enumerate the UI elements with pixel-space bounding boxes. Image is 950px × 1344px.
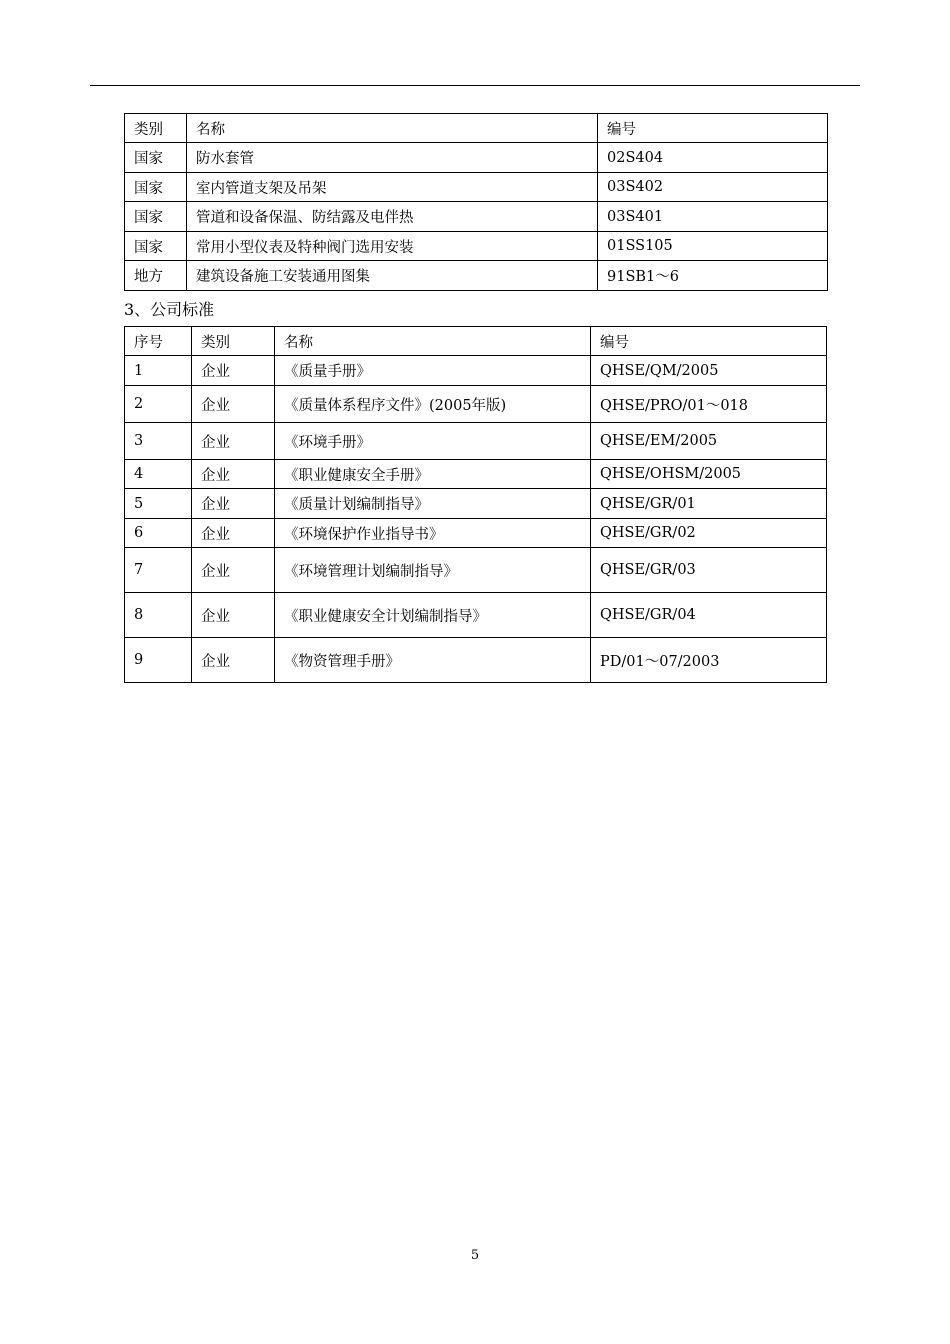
- table-cell: 企业: [192, 638, 275, 683]
- table-header-cell: 编号: [598, 114, 828, 143]
- table-cell: 企业: [192, 593, 275, 638]
- table-header-cell: 名称: [187, 114, 598, 143]
- table-header-cell: 类别: [125, 114, 187, 143]
- table-cell: 5: [125, 489, 192, 519]
- table-row: [125, 202, 828, 232]
- table-cell: 9: [125, 638, 192, 683]
- table-row: [125, 423, 827, 460]
- table-cell: 3: [125, 423, 192, 460]
- table-header-cell: 编号: [591, 327, 827, 356]
- table-row: [125, 489, 827, 519]
- table-row: [125, 261, 828, 291]
- table-cell: QHSE/QM/2005: [591, 356, 827, 386]
- table-cell: 防水套管: [187, 143, 598, 173]
- table-cell: QHSE/GR/04: [591, 593, 827, 638]
- table-header-cell: 名称: [275, 327, 591, 356]
- table-row: [125, 519, 827, 548]
- table-cell: PD/01～07/2003: [591, 638, 827, 683]
- table-cell: QHSE/OHSM/2005: [591, 460, 827, 489]
- table-cell: 《职业健康安全计划编制指导》: [275, 593, 591, 638]
- table-cell: QHSE/PRO/01～018: [591, 386, 827, 423]
- page-number: 5: [470, 1248, 480, 1263]
- table-row: [125, 173, 828, 202]
- table-cell: QHSE/GR/02: [591, 519, 827, 548]
- table-cell: 02S404: [598, 143, 828, 173]
- table-cell: 企业: [192, 489, 275, 519]
- table-cell: 地方: [125, 261, 187, 291]
- table-row: [125, 356, 827, 386]
- table-cell: 企业: [192, 356, 275, 386]
- table-cell: 01SS105: [598, 232, 828, 261]
- table-row: [125, 460, 827, 489]
- table-cell: 7: [125, 548, 192, 593]
- table-cell: 企业: [192, 460, 275, 489]
- table-cell: 《质量体系程序文件》(2005年版): [275, 386, 591, 423]
- table-cell: 4: [125, 460, 192, 489]
- table-row: [125, 638, 827, 683]
- table-cell: 管道和设备保温、防结露及电伴热: [187, 202, 598, 232]
- table-header-row: [125, 114, 828, 143]
- table-cell: 1: [125, 356, 192, 386]
- table-cell: 《环境保护作业指导书》: [275, 519, 591, 548]
- table-row: [125, 232, 828, 261]
- table-cell: 企业: [192, 519, 275, 548]
- table-cell: 《物资管理手册》: [275, 638, 591, 683]
- table-cell: 《质量手册》: [275, 356, 591, 386]
- table-cell: 国家: [125, 232, 187, 261]
- table-cell: 8: [125, 593, 192, 638]
- table-cell: QHSE/GR/01: [591, 489, 827, 519]
- national-standards-table: [124, 113, 828, 291]
- table-cell: 建筑设备施工安装通用图集: [187, 261, 598, 291]
- table-cell: 国家: [125, 173, 187, 202]
- table-row: [125, 593, 827, 638]
- table-cell: 国家: [125, 143, 187, 173]
- table-row: [125, 143, 828, 173]
- table-cell: 03S401: [598, 202, 828, 232]
- table-cell: 91SB1～6: [598, 261, 828, 291]
- table-header-row: [125, 327, 827, 356]
- table-cell: 03S402: [598, 173, 828, 202]
- table-row: [125, 548, 827, 593]
- table-row: [125, 386, 827, 423]
- header-rule: [90, 85, 860, 86]
- table-cell: 《职业健康安全手册》: [275, 460, 591, 489]
- table-cell: 《环境管理计划编制指导》: [275, 548, 591, 593]
- table-cell: 企业: [192, 548, 275, 593]
- table-header-cell: 序号: [125, 327, 192, 356]
- table-header-cell: 类别: [192, 327, 275, 356]
- section-heading: 3、公司标准: [124, 300, 215, 319]
- table-cell: 企业: [192, 423, 275, 460]
- table-cell: 常用小型仪表及特种阀门选用安装: [187, 232, 598, 261]
- table-cell: 《环境手册》: [275, 423, 591, 460]
- table-cell: QHSE/GR/03: [591, 548, 827, 593]
- table-cell: 2: [125, 386, 192, 423]
- company-standards-table: [124, 326, 827, 683]
- table-cell: QHSE/EM/2005: [591, 423, 827, 460]
- table-cell: 国家: [125, 202, 187, 232]
- table-cell: 6: [125, 519, 192, 548]
- table-cell: 《质量计划编制指导》: [275, 489, 591, 519]
- table-cell: 室内管道支架及吊架: [187, 173, 598, 202]
- table-cell: 企业: [192, 386, 275, 423]
